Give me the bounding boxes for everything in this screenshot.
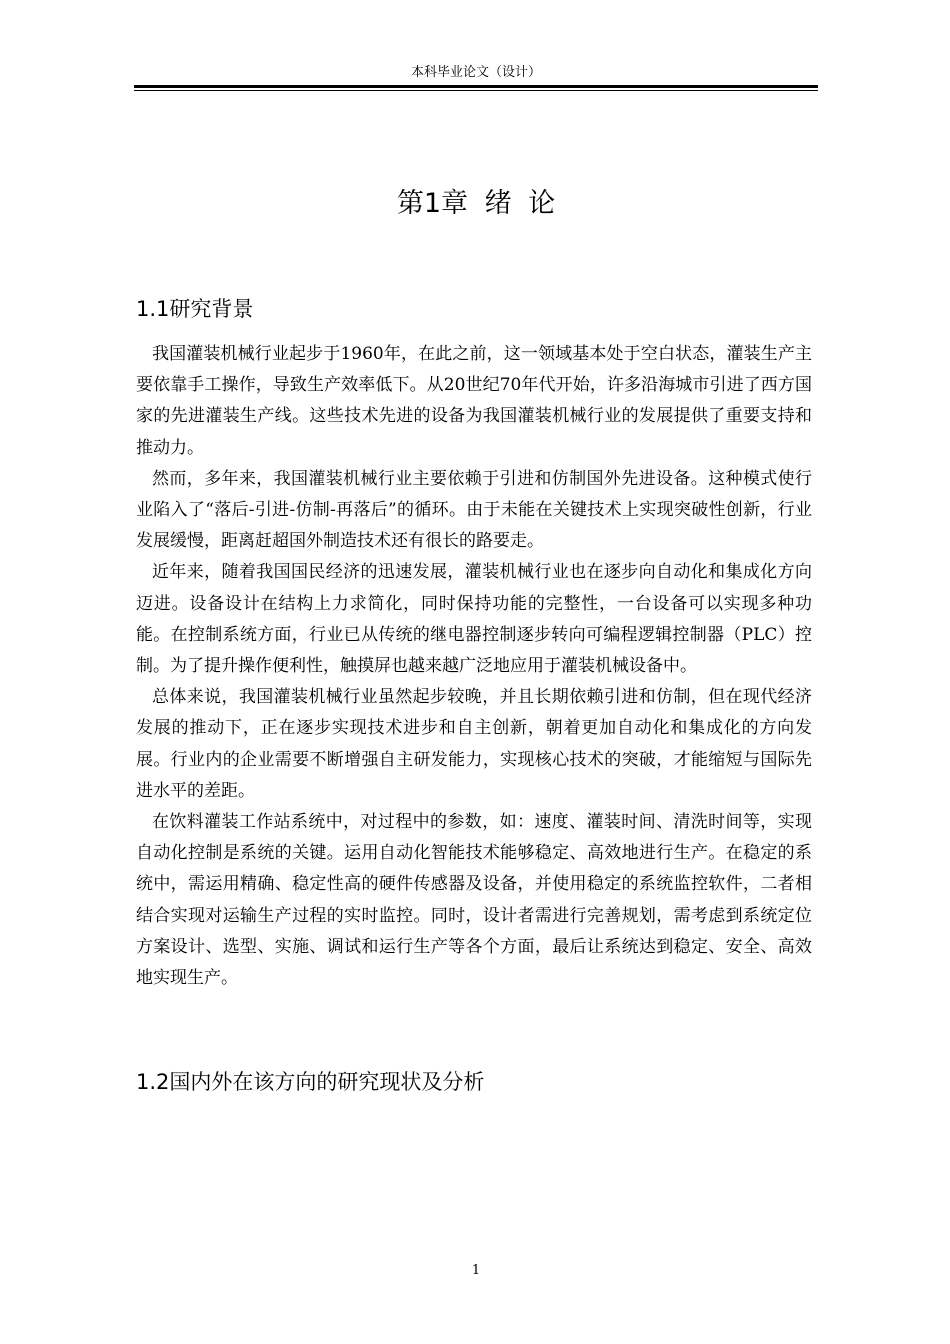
paragraph-5: 在饮料灌装工作站系统中，对过程中的参数，如：速度、灌装时间、清洗时间等，实现自动化控制是系统的关键。运用自动化智能技术能够稳定、高效地进行生产。在稳定的系统中，需运用精确、稳定性高的硬件传感器及设备，并使用稳定的系统监控软件，二者相结合实现对运输生产过程的实时监控。同时，设计者需进行完善规划，需考虑到系统定位方案设计、选型、实施、调试和运行生产等各个方面，最后让系统达到稳定、安全、高效地实现生产。 xyxy=(136,812,812,989)
page-number: 1 xyxy=(471,1263,481,1278)
paragraph-1: 我国灌装机械行业起步于1960年，在此之前，这一领域基本处于空白状态，灌装生产主要依靠手工操作，导致生产效率低下。从20世纪70年代开始，许多沿海城市引进了西方国家的先进灌装生产线。这些技术先进的设备为我国灌装机械行业的发展提供了重要支持和推动力。 xyxy=(136,344,812,458)
paragraph-2: 然而，多年来，我国灌装机械行业主要依赖于引进和仿制国外先进设备。这种模式使行业陷入了“落后-引进-仿制-再落后”的循环。由于未能在关键技术上实现突破性创新，行业发展缓慢，距离赶超国外制造技术还有很长的路要走。 xyxy=(136,468,812,552)
paragraph-3: 近年来，随着我国国民经济的迅速发展，灌装机械行业也在逐步向自动化和集成化方向迈进。设备设计在结构上力求简化，同时保持功能的完整性，一台设备可以实现多种功能。在控制系统方面，行业已从传统的继电器控制逐步转向可编程逻辑控制器（PLC）控制。为了提升操作便利性，触摸屏也越来越广泛地应用于灌装机械设备中。 xyxy=(136,562,812,677)
chapter-title: 第1章 绪 论 xyxy=(396,188,556,219)
section-heading-1-2: 1.2国内外在该方向的研究现状及分析 xyxy=(136,1070,485,1094)
header-rule-thin xyxy=(134,90,818,91)
header-rule-thick xyxy=(134,85,818,88)
running-header: 本科毕业论文（设计） xyxy=(410,65,541,80)
paragraph-4: 总体来说，我国灌装机械行业虽然起步较晚，并且长期依赖引进和仿制，但在现代经济发展的推动下，正在逐步实现技术进步和自主创新，朝着更加自动化和集成化的方向发展。行业内的企业需要不断增强自主研发能力，实现核心技术的突破，才能缩短与国际先进水平的差距。 xyxy=(136,687,812,801)
section-heading-1-1: 1.1研究背景 xyxy=(136,297,254,321)
section-1-1-body xyxy=(136,339,812,994)
